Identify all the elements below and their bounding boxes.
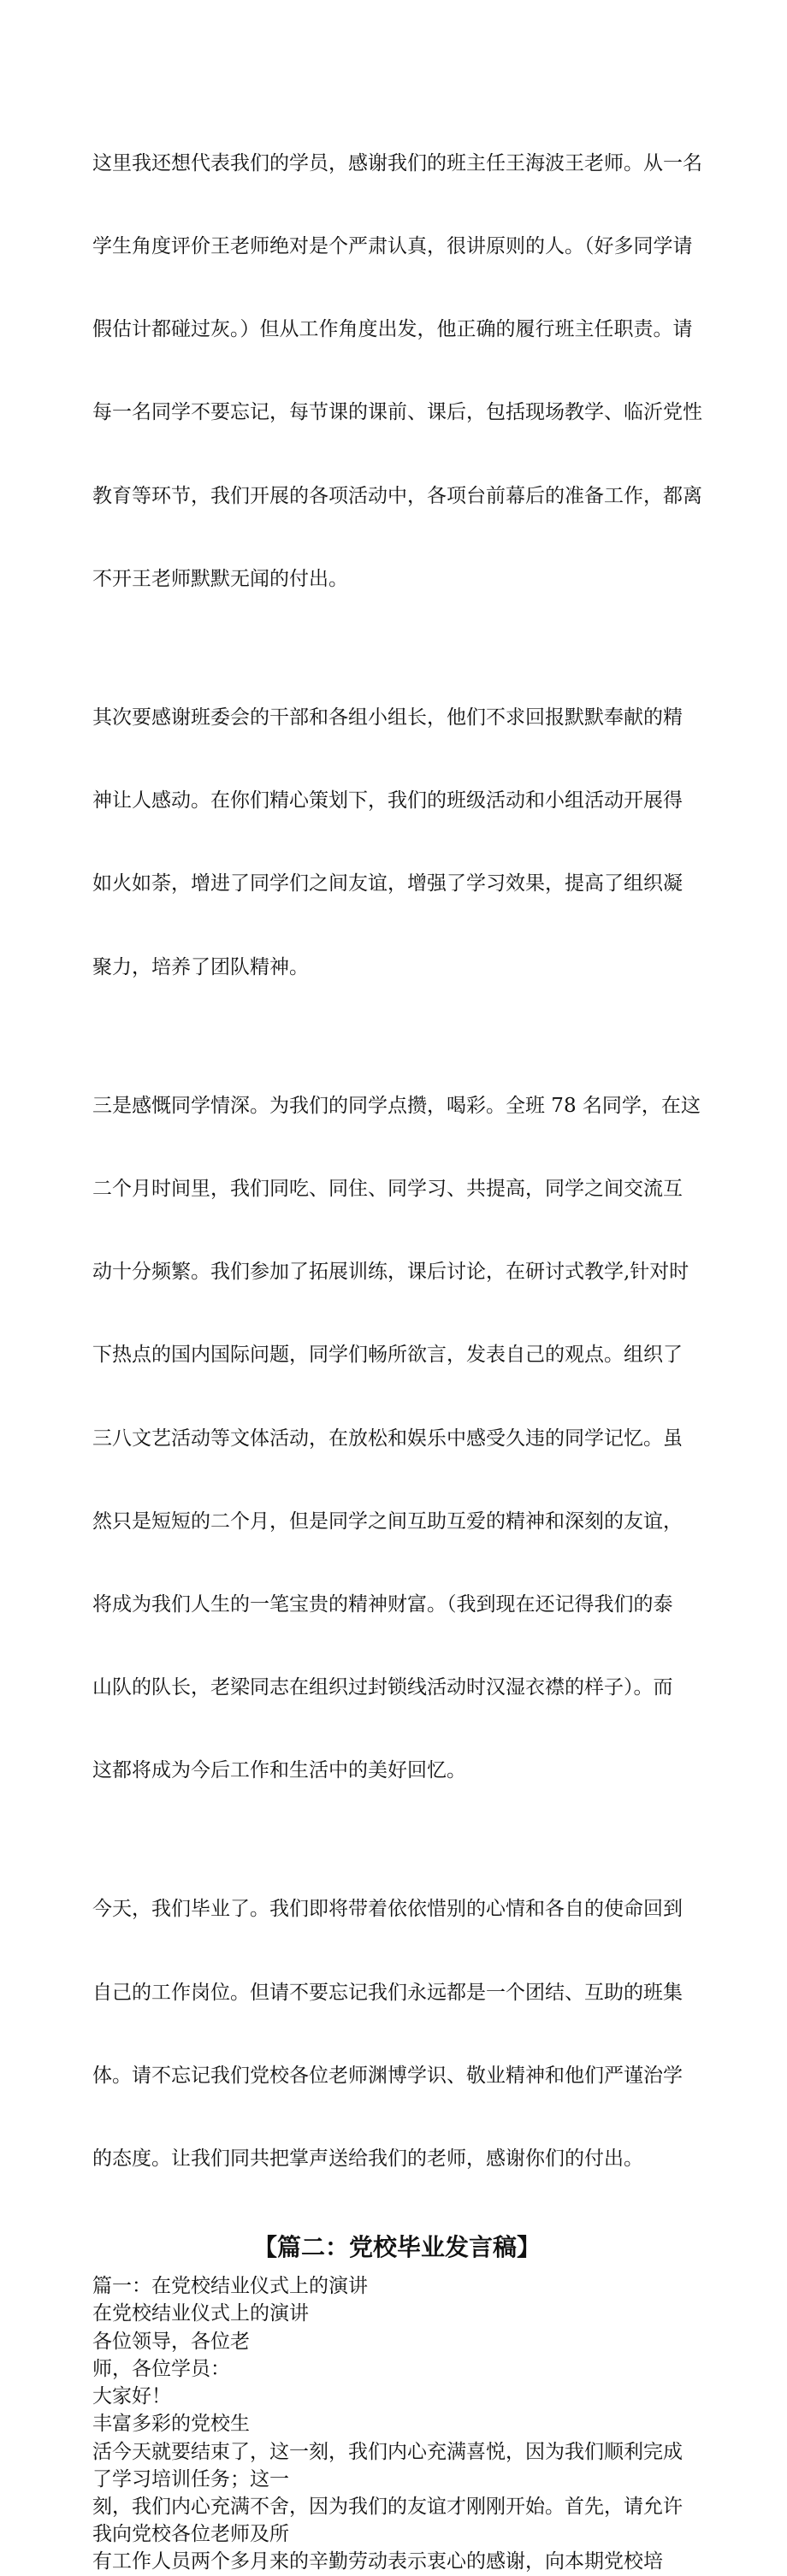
text-line: 学生角度评价王老师绝对是个严肃认真，很讲原则的人。（好多同学请 [92,235,693,258]
text-line: 教育等环节，我们开展的各项活动中，各项台前幕后的准备工作，都离 [92,484,702,507]
text-line: 假估计都碰过灰。）但从工作角度出发，他正确的履行班主任职责。请 [92,318,693,341]
text-line: 今天，我们毕业了。我们即将带着依依惜别的心情和各自的使命回到 [92,1898,683,1921]
text-line: 三是感慨同学情深。为我们的同学点攒，喝彩。全班 78 名同学，在这 [92,1094,701,1117]
text-line: 丰富多彩的党校生 [92,2413,250,2436]
text-line: 二个月时间里，我们同吃、同住、同学习、共提高，同学之间交流互 [92,1177,683,1200]
text-line: 然只是短短的二个月，但是同学之间互助互爱的精神和深刻的友谊， [92,1510,683,1533]
text-line: 不开王老师默默无闻的付出。 [92,567,348,590]
text-line: 下热点的国内国际问题，同学们畅所欲言，发表自己的观点。组织了 [92,1344,683,1367]
text-line: 其次要感谢班委会的干部和各组小组长，他们不求回报默默奉献的精 [92,706,683,729]
text-line: 活今天就要结束了，这一刻，我们内心充满喜悦，因为我们顺利完成 [92,2440,683,2463]
text-line: 在党校结业仪式上的演讲 [92,2302,309,2325]
text-line: 聚力，培养了团队精神。 [92,955,309,978]
text-line: 自己的工作岗位。但请不要忘记我们永远都是一个团结、互助的班集 [92,1981,683,2004]
text-line: 大家好！ [92,2385,171,2408]
text-line: 神让人感动。在你们精心策划下，我们的班级活动和小组活动开展得 [92,789,683,812]
text-line: 了学习培训任务；这一 [92,2467,289,2490]
text-line: 体。请不忘记我们党校各位老师渊博学识、敬业精神和他们严谨治学 [92,2064,683,2087]
text-line: 这都将成为今后工作和生活中的美好回忆。 [92,1759,466,1782]
text-line: 篇一：在党校结业仪式上的演讲 [92,2275,368,2298]
text-line: 三八文艺活动等文体活动，在放松和娱乐中感受久违的同学记忆。虽 [92,1427,683,1450]
text-line: 如火如荼，增进了同学们之间友谊，增强了学习效果，提高了组织凝 [92,872,683,895]
text-line: 刻，我们内心充满不舍，因为我们的友谊才刚刚开始。首先，请允许 [92,2495,683,2518]
text-line: 的态度。让我们同共把掌声送给我们的老师，感谢你们的付出。 [92,2148,643,2171]
text-line: 我向党校各位老师及所 [92,2523,289,2546]
paragraph-thanks-teacher [92,94,701,648]
paragraph-classmates [92,1037,701,1840]
text-line: 每一名同学不要忘记，每节课的课前、课后，包括现场教学、临沂党性 [92,401,702,424]
text-line: 有工作人员两个多月来的辛勤劳动表示衷心的感谢，向本期党校培 [92,2550,663,2573]
text-line: 师，各位学员： [92,2357,230,2380]
text-line: 山队的队长，老梁同志在组织过封锁线活动时汉湿衣襟的样子）。而 [92,1676,673,1699]
section-heading: 【篇二：党校毕业发言稿】 [252,2233,541,2262]
speech-body [92,2272,701,2575]
text-line: 各位领导，各位老 [92,2330,250,2353]
text-line: 将成为我们人生的一笔宝贵的精神财富。（我到现在还记得我们的泰 [92,1592,673,1616]
paragraph-graduation [92,1840,701,2229]
text-line: 这里我还想代表我们的学员，感谢我们的班主任王海波王老师。从一名 [92,151,702,174]
text-line: 动十分频繁。我们参加了拓展训练，课后讨论，在研讨式教学,针对时 [92,1261,689,1284]
document-page [92,94,701,2576]
paragraph-thanks-committee [92,648,701,1037]
